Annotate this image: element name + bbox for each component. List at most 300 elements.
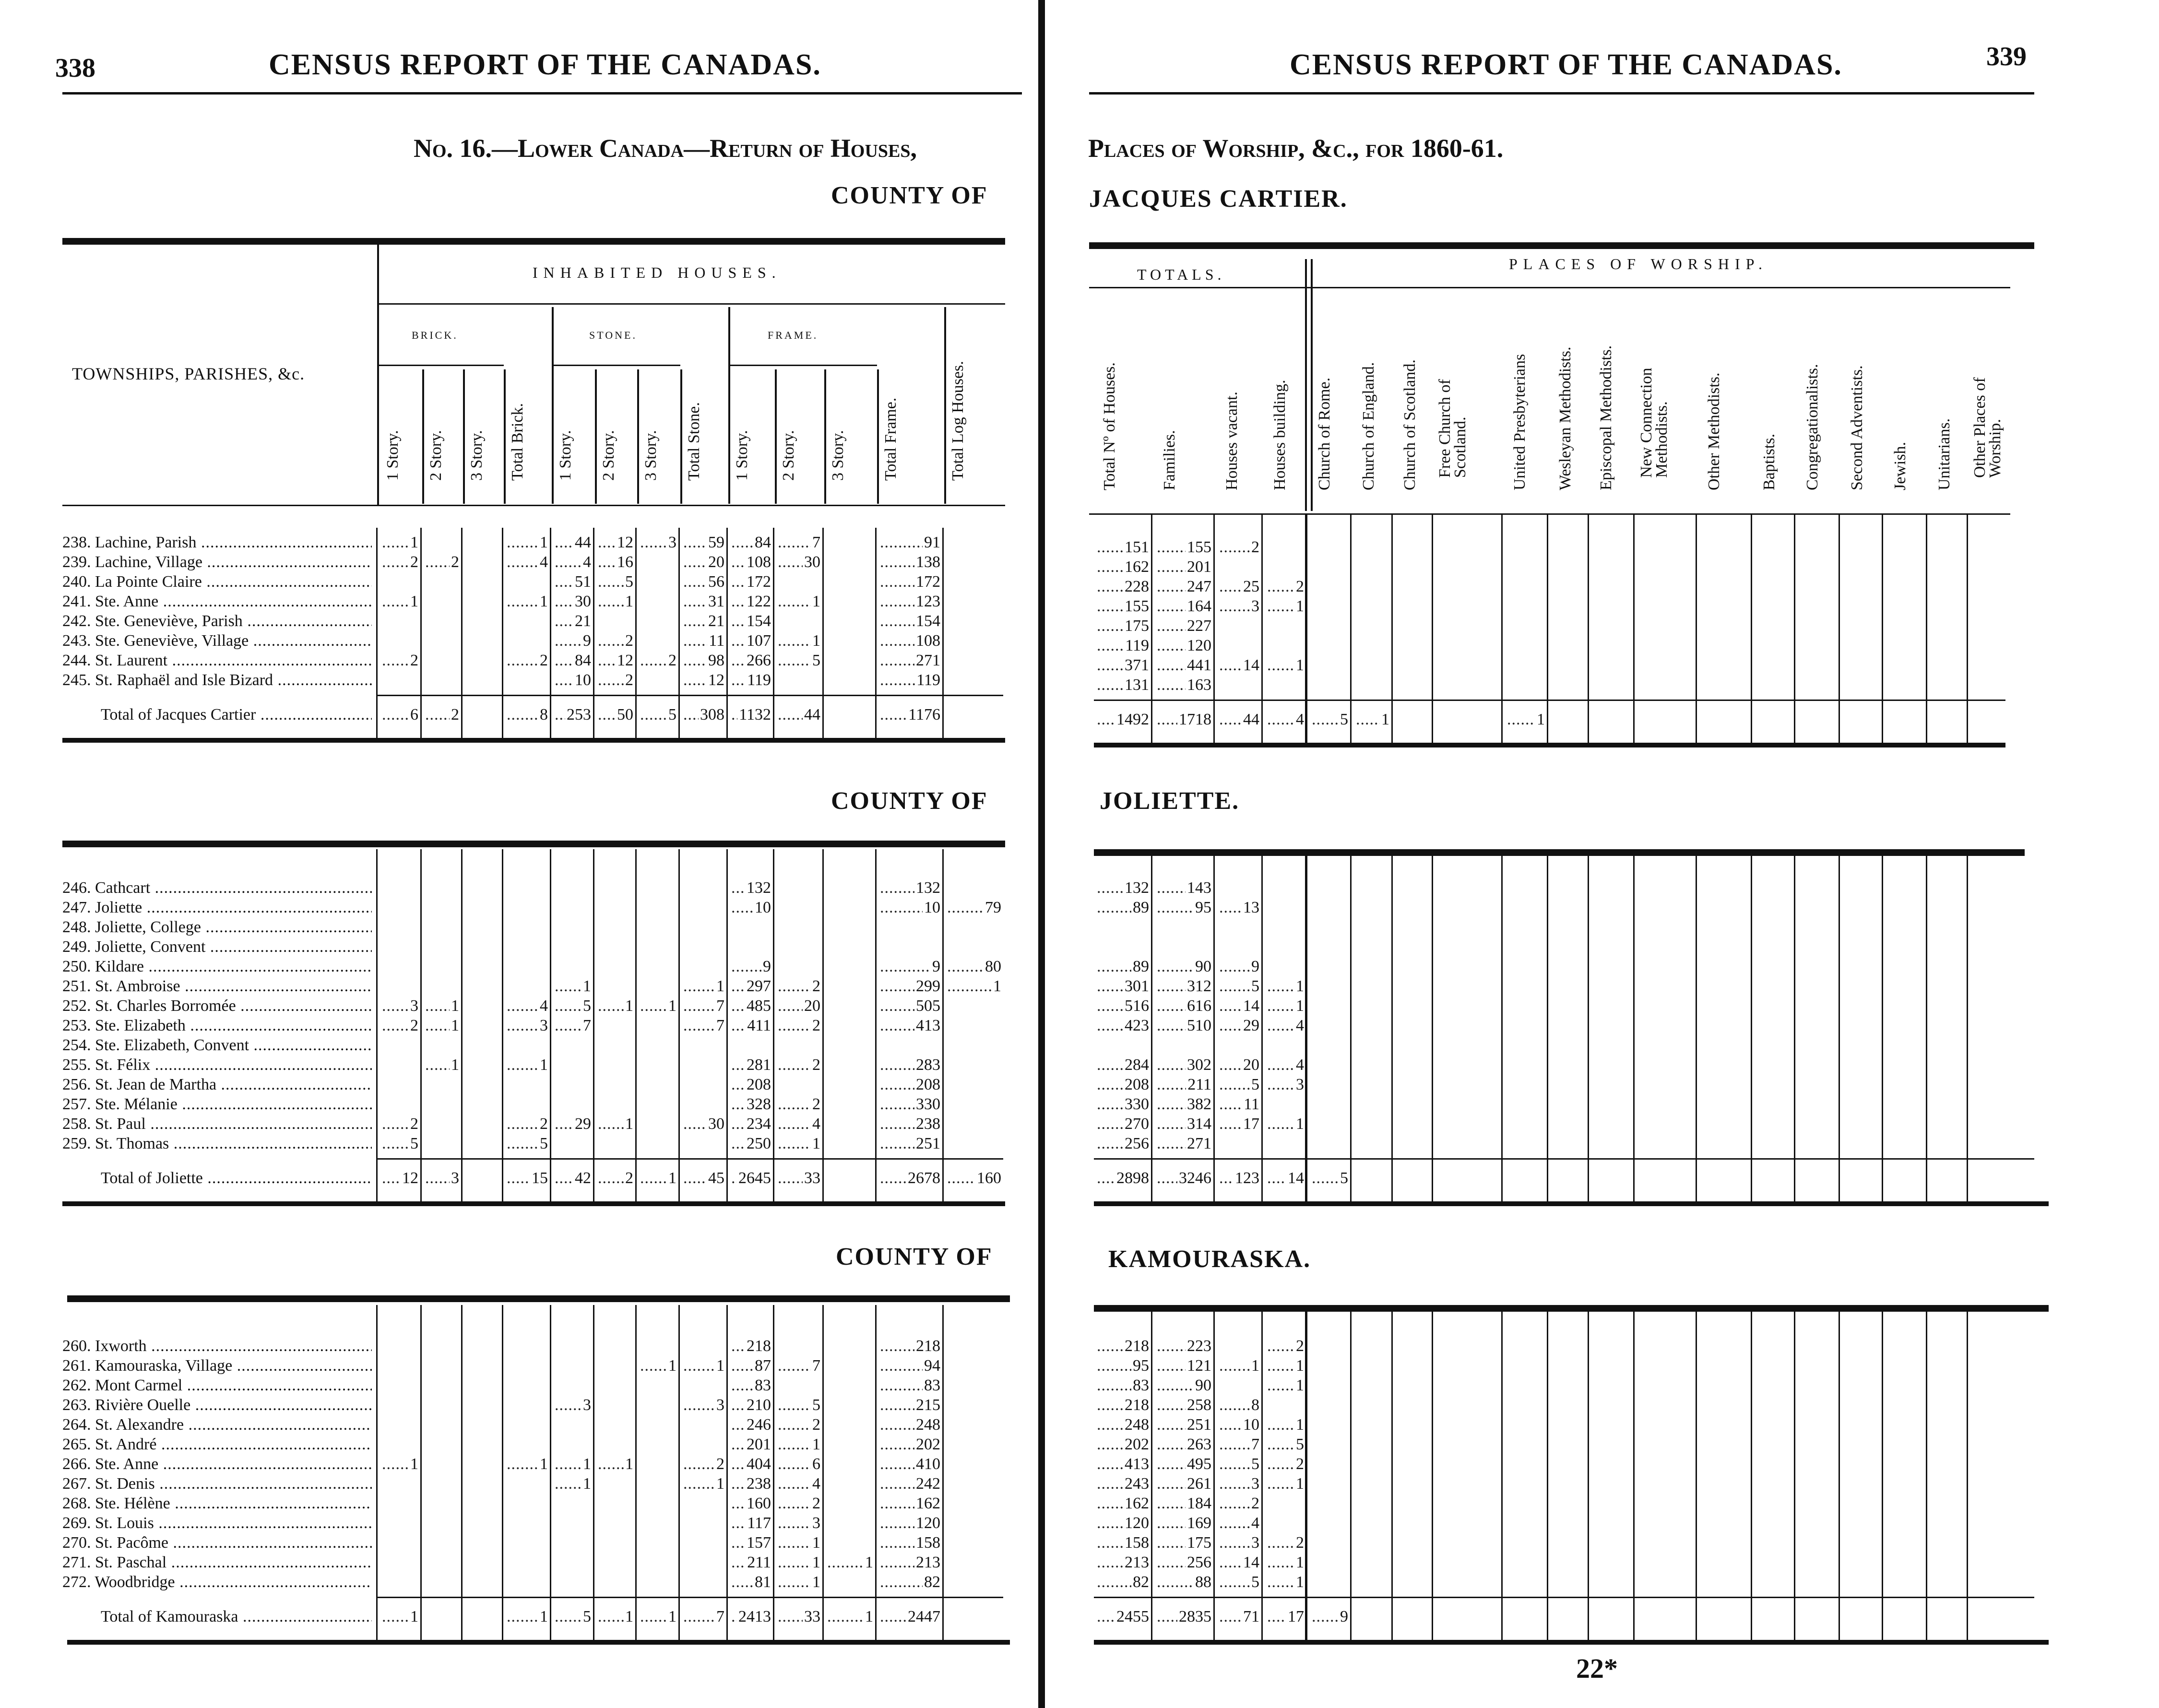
cell: ..... 223 xyxy=(1154,1336,1211,1356)
cell: ..... 1 xyxy=(1504,705,1545,734)
table-row xyxy=(1094,976,2053,996)
column-divider xyxy=(773,1305,774,1640)
table-row xyxy=(62,937,1005,957)
cell: ..... 119 xyxy=(1094,636,1149,655)
cell: ..... 2835 xyxy=(1154,1602,1211,1631)
table-row xyxy=(62,1395,1005,1415)
column-divider xyxy=(461,528,463,738)
column-divider xyxy=(942,849,944,1201)
cell: ..... 3 xyxy=(637,533,676,552)
cell: ..... 3 xyxy=(680,1395,724,1415)
cell: ..... 208 xyxy=(728,1075,771,1094)
cell: ..... 218 xyxy=(728,1336,771,1356)
cell: ..... 13 xyxy=(1216,898,1259,917)
column-divider xyxy=(1547,513,1548,743)
cell: ..... 120 xyxy=(1154,636,1211,655)
column-divider xyxy=(420,528,422,738)
cell: ..... 107 xyxy=(728,631,771,651)
cell: ..... 12 xyxy=(595,533,633,552)
cell: ..... 79 xyxy=(944,898,1001,917)
cell: ..... 5 xyxy=(1264,1435,1304,1454)
table-row xyxy=(1094,1336,2053,1356)
cell: ..... 20 xyxy=(1216,1055,1259,1075)
column-divider xyxy=(550,528,551,738)
cell: ..... 516 xyxy=(1094,996,1149,1016)
cell: ..... 218 xyxy=(1094,1336,1149,1356)
cell: ..... 1 xyxy=(1264,996,1304,1016)
cell: ..... 2447 xyxy=(877,1602,940,1631)
column-divider xyxy=(550,1305,551,1640)
cell: ..... 202 xyxy=(877,1435,940,1454)
cell: ..... 1 xyxy=(379,592,418,611)
column-divider xyxy=(1794,513,1795,743)
table-top-rule xyxy=(62,238,1005,245)
header-divider xyxy=(504,369,506,504)
column-divider xyxy=(502,849,503,1201)
cell: ..... 251 xyxy=(877,1134,940,1153)
table-row xyxy=(1094,557,2053,577)
column-divider xyxy=(502,1305,503,1640)
column-divider xyxy=(593,849,594,1201)
cell: ..... 5 xyxy=(504,1134,548,1153)
column-divider xyxy=(875,528,877,738)
cell: ..... 10 xyxy=(728,898,771,917)
cell: ..... 1 xyxy=(504,1454,548,1474)
cell: ..... 1 xyxy=(422,1016,459,1035)
cell: ..... 10 xyxy=(552,670,591,690)
column-divider xyxy=(822,849,824,1201)
cell: ..... 2 xyxy=(504,1114,548,1134)
county-block xyxy=(62,878,1005,1193)
cell: ..... 84 xyxy=(552,651,591,670)
cell: ..... 371 xyxy=(1094,655,1149,675)
cell: ..... 2645 xyxy=(728,1164,771,1193)
cell: ..... 1 xyxy=(637,1602,676,1631)
table-row xyxy=(62,552,1005,572)
cell: ..... 3 xyxy=(1216,1474,1259,1494)
row-label: 257. Ste. Mélanie ..... xyxy=(62,1094,372,1114)
cell: ..... 2 xyxy=(379,651,418,670)
cell: ..... 5 xyxy=(552,1602,591,1631)
column-divider xyxy=(502,528,503,738)
table-row xyxy=(62,976,1005,996)
column-divider xyxy=(461,849,463,1201)
cell: ..... 2 xyxy=(775,1094,820,1114)
cell: ..... 266 xyxy=(728,651,771,670)
cell: ..... 242 xyxy=(877,1474,940,1494)
cell: ..... 30 xyxy=(552,592,591,611)
row-label: 263. Rivière Ouelle ..... xyxy=(62,1395,372,1415)
table-row xyxy=(1094,1395,2053,1415)
cell: ..... 4 xyxy=(775,1474,820,1494)
table-rule xyxy=(1094,849,2025,856)
cell: ..... 441 xyxy=(1154,655,1211,675)
table-row xyxy=(1094,937,2053,957)
table-row xyxy=(62,651,1005,670)
column-divider xyxy=(1305,849,1306,1201)
table-bottom-rule xyxy=(1094,743,2005,747)
cell: ..... 2 xyxy=(1264,1454,1304,1474)
row-label: 271. St. Paschal ..... xyxy=(62,1553,372,1572)
table-row xyxy=(62,611,1005,631)
cell: ..... 5 xyxy=(1309,1164,1348,1193)
cell: ..... 1132 xyxy=(728,700,771,729)
cell: ..... 253 xyxy=(552,700,591,729)
cell: ..... 281 xyxy=(728,1055,771,1075)
table-row xyxy=(1094,1513,2053,1533)
subgroup-rule xyxy=(728,365,877,366)
cell: ..... 1 xyxy=(595,1114,633,1134)
cell: ..... 301 xyxy=(1094,976,1149,996)
cell: ..... 1 xyxy=(775,1572,820,1592)
cell: ..... 87 xyxy=(728,1356,771,1376)
cell: ..... 90 xyxy=(1154,957,1211,976)
cell: ..... 1 xyxy=(1264,1376,1304,1395)
column-divider xyxy=(1882,849,1883,1201)
cell: ..... 382 xyxy=(1154,1094,1211,1114)
cell: ..... 1 xyxy=(680,1474,724,1494)
cell: ..... 2 xyxy=(595,670,633,690)
table-row xyxy=(1094,1376,2053,1395)
cell: ..... 160 xyxy=(728,1494,771,1513)
table-row xyxy=(62,1553,1005,1572)
cell: ..... 157 xyxy=(728,1533,771,1553)
row-label: 241. Ste. Anne ..... xyxy=(62,592,372,611)
table-row xyxy=(1094,705,2053,734)
cell: ..... 89 xyxy=(1094,898,1149,917)
subgroup-rule xyxy=(552,365,680,366)
cell: ..... 271 xyxy=(877,651,940,670)
row-label: 245. St. Raphaël and Isle Bizard ..... xyxy=(62,670,372,690)
table-row xyxy=(62,592,1005,611)
cell: ..... 88 xyxy=(1154,1572,1211,1592)
worship-header: PLACES OF WORSHIP. xyxy=(1509,255,1768,273)
table-row xyxy=(62,1376,1005,1395)
header-rule xyxy=(1089,242,2034,249)
row-label: Total of Kamouraska ..... xyxy=(101,1602,372,1631)
cell: ..... 1 xyxy=(775,1134,820,1153)
column-divider xyxy=(1588,1305,1589,1640)
cell: ..... 2 xyxy=(1216,1494,1259,1513)
cell: ..... 247 xyxy=(1154,577,1211,596)
header-divider xyxy=(595,369,597,504)
cell: ..... 59 xyxy=(680,533,724,552)
column-divider xyxy=(1213,513,1215,743)
column-divider xyxy=(726,528,728,738)
cell: ..... 2 xyxy=(775,1415,820,1435)
column-divider xyxy=(678,1305,680,1640)
cell: ..... 108 xyxy=(728,552,771,572)
table-row xyxy=(1094,898,2053,917)
cell: ..... 20 xyxy=(775,996,820,1016)
column-divider xyxy=(1547,849,1548,1201)
cell: ..... 10 xyxy=(877,898,940,917)
cell: ..... 123 xyxy=(1216,1164,1259,1193)
table-row xyxy=(1094,1016,2053,1035)
column-divider xyxy=(1501,1305,1503,1640)
cell: ..... 8 xyxy=(1216,1395,1259,1415)
column-divider xyxy=(1926,1305,1927,1640)
header-divider xyxy=(944,307,946,504)
total-rule xyxy=(377,695,1003,696)
cell: ..... 213 xyxy=(877,1553,940,1572)
column-divider xyxy=(1151,849,1152,1201)
column-divider xyxy=(1261,513,1263,743)
group-rule xyxy=(379,303,1005,305)
cell: ..... 258 xyxy=(1154,1395,1211,1415)
cell: ..... 1 xyxy=(1264,1572,1304,1592)
cell: ..... 297 xyxy=(728,976,771,996)
table-row xyxy=(62,572,1005,592)
cell: ..... 162 xyxy=(877,1494,940,1513)
column-divider xyxy=(1633,849,1635,1201)
cell: ..... 1 xyxy=(637,996,676,1016)
cell: ..... 7 xyxy=(775,533,820,552)
row-label: 253. Ste. Elizabeth ..... xyxy=(62,1016,372,1035)
cell: ..... 83 xyxy=(1094,1376,1149,1395)
column-divider xyxy=(1213,849,1215,1201)
cell: ..... 143 xyxy=(1154,878,1211,898)
cell: ..... 11 xyxy=(680,631,724,651)
column-divider xyxy=(461,1305,463,1640)
table-row xyxy=(62,996,1005,1016)
cell: ..... 1 xyxy=(775,592,820,611)
column-divider xyxy=(1432,1305,1433,1640)
cell: ..... 121 xyxy=(1154,1356,1211,1376)
cell: ..... 117 xyxy=(728,1513,771,1533)
column-divider xyxy=(1751,849,1752,1201)
cell: ..... 11 xyxy=(1216,1094,1259,1114)
header-bottom-rule xyxy=(62,505,1005,506)
county-block xyxy=(1094,878,2053,1193)
cell: ..... 218 xyxy=(1094,1395,1149,1415)
row-label: 259. St. Thomas ..... xyxy=(62,1134,372,1153)
column-divider xyxy=(1501,849,1503,1201)
header-divider xyxy=(463,369,465,504)
cell: ..... 2 xyxy=(422,700,459,729)
column-divider xyxy=(550,849,551,1201)
cell: ..... 2 xyxy=(637,651,676,670)
column-divider xyxy=(1391,513,1393,743)
cell: ..... 30 xyxy=(775,552,820,572)
cell: ..... 12 xyxy=(595,651,633,670)
column-divider xyxy=(1261,1305,1263,1640)
column-divider xyxy=(1305,1305,1306,1640)
column-divider xyxy=(822,528,824,738)
table-row xyxy=(1094,1415,2053,1435)
cell: ..... 9 xyxy=(552,631,591,651)
cell: ..... 410 xyxy=(877,1454,940,1474)
table-title: No. 16.—Lower Canada—Return of Houses, xyxy=(414,134,917,163)
table-row xyxy=(62,1533,1005,1553)
column-divider xyxy=(1926,513,1927,743)
cell: ..... 1492 xyxy=(1094,705,1149,734)
column-divider xyxy=(1151,1305,1152,1640)
table-row xyxy=(62,533,1005,552)
table-rule xyxy=(62,841,1005,847)
cell: ..... 4 xyxy=(552,552,591,572)
cell: ..... 1 xyxy=(504,1602,548,1631)
table-row xyxy=(1094,655,2053,675)
table-row xyxy=(1094,917,2053,937)
cell: ..... 6 xyxy=(775,1454,820,1474)
table-row xyxy=(1094,596,2053,616)
header-divider xyxy=(824,369,826,504)
row-label: 240. La Pointe Claire ..... xyxy=(62,572,372,592)
column-divider xyxy=(1839,513,1840,743)
cell: ..... 154 xyxy=(728,611,771,631)
column-divider xyxy=(635,849,637,1201)
cell: ..... 202 xyxy=(1094,1435,1149,1454)
cell: ..... 328 xyxy=(728,1094,771,1114)
row-label: 262. Mont Carmel ..... xyxy=(62,1376,372,1395)
cell: ..... 1 xyxy=(1264,596,1304,616)
cell: ..... 172 xyxy=(728,572,771,592)
cell: ..... 616 xyxy=(1154,996,1211,1016)
cell: ..... 132 xyxy=(728,878,771,898)
county-block xyxy=(62,533,1005,729)
cell: ..... 90 xyxy=(1154,1376,1211,1395)
column-divider xyxy=(1967,513,1968,743)
table-row xyxy=(1094,878,2053,898)
column-divider xyxy=(1391,849,1393,1201)
column-divider xyxy=(1696,513,1697,743)
table-row xyxy=(62,1075,1005,1094)
cell: ..... 1 xyxy=(775,1533,820,1553)
county-label: COUNTY OF xyxy=(831,182,988,209)
cell: ..... 1 xyxy=(1264,1114,1304,1134)
cell: ..... 132 xyxy=(877,878,940,898)
cell: ..... 1 xyxy=(1264,1415,1304,1435)
county-block xyxy=(1094,1336,2053,1631)
table-row xyxy=(62,1494,1005,1513)
cell: ..... 1 xyxy=(379,1602,418,1631)
cell: ..... 81 xyxy=(728,1572,771,1592)
cell: ..... 413 xyxy=(877,1016,940,1035)
cell: ..... 158 xyxy=(877,1533,940,1553)
header-divider xyxy=(637,369,639,504)
cell: ..... 1 xyxy=(775,1553,820,1572)
column-divider xyxy=(1350,849,1352,1201)
row-label: 265. St. André ..... xyxy=(62,1435,372,1454)
cell: ..... 1 xyxy=(1264,976,1304,996)
cell: ..... 4 xyxy=(1216,1513,1259,1533)
column-divider xyxy=(593,1305,594,1640)
cell: ..... 158 xyxy=(1094,1533,1149,1553)
table-row xyxy=(1094,1454,2053,1474)
stub-header: TOWNSHIPS, PARISHES, &c. xyxy=(72,364,305,383)
column-divider xyxy=(1547,1305,1548,1640)
cell: ..... 151 xyxy=(1094,537,1149,557)
signature-mark: 22* xyxy=(1576,1653,1618,1684)
cell: ..... 9 xyxy=(877,957,940,976)
row-label: 268. Ste. Hélène ..... xyxy=(62,1494,372,1513)
totals-header: TOTALS. xyxy=(1137,266,1225,283)
cell: ..... 44 xyxy=(775,700,820,729)
row-label: 239. Lachine, Village ..... xyxy=(62,552,372,572)
column-divider xyxy=(1588,513,1589,743)
cell: ..... 120 xyxy=(877,1513,940,1533)
cell: ..... 44 xyxy=(1216,705,1259,734)
cell: ..... 12 xyxy=(680,670,724,690)
column-divider xyxy=(1305,513,1306,743)
cell: ..... 314 xyxy=(1154,1114,1211,1134)
cell: ..... 210 xyxy=(728,1395,771,1415)
cell: ..... 162 xyxy=(1094,1494,1149,1513)
table-row xyxy=(1094,1494,2053,1513)
cell: ..... 3 xyxy=(552,1395,591,1415)
cell: ..... 14 xyxy=(1216,655,1259,675)
cell: ..... 89 xyxy=(1094,957,1149,976)
table-row xyxy=(1094,1435,2053,1454)
table-row xyxy=(1094,537,2053,557)
cell: ..... 271 xyxy=(1154,1134,1211,1153)
cell: ..... 5 xyxy=(1216,1075,1259,1094)
cell: ..... 302 xyxy=(1154,1055,1211,1075)
column-divider xyxy=(1967,1305,1968,1640)
table-row xyxy=(1094,957,2053,976)
row-label: Total of Joliette ..... xyxy=(101,1164,372,1193)
cell: ..... 330 xyxy=(877,1094,940,1114)
cell: ..... 3 xyxy=(775,1513,820,1533)
cell: ..... 263 xyxy=(1154,1435,1211,1454)
page-gutter xyxy=(1038,0,1045,1708)
table-row xyxy=(62,1513,1005,1533)
table-row xyxy=(1094,1055,2053,1075)
cell: ..... 1 xyxy=(422,1055,459,1075)
cell: ..... 71 xyxy=(1216,1602,1259,1631)
cell: ..... 1 xyxy=(1264,655,1304,675)
cell: ..... 131 xyxy=(1094,675,1149,695)
cell: ..... 175 xyxy=(1154,1533,1211,1553)
cell: ..... 2413 xyxy=(728,1602,771,1631)
table-row xyxy=(1094,577,2053,596)
cell: ..... 2 xyxy=(595,1164,633,1193)
cell: ..... 2 xyxy=(775,1494,820,1513)
cell: ..... 284 xyxy=(1094,1055,1149,1075)
cell: ..... 163 xyxy=(1154,675,1211,695)
column-divider xyxy=(635,528,637,738)
row-label: 248. Joliette, College ..... xyxy=(62,917,372,937)
row-label: 242. Ste. Geneviève, Parish ..... xyxy=(62,611,372,631)
cell: ..... 1 xyxy=(504,1055,548,1075)
cell: ..... 30 xyxy=(680,1114,724,1134)
cell: ..... 10 xyxy=(1216,1415,1259,1435)
table-title: Places of Worship, &c., for 1860-61. xyxy=(1088,134,1504,163)
cell: ..... 162 xyxy=(1094,557,1149,577)
cell: ..... 2 xyxy=(504,651,548,670)
cell: ..... 1 xyxy=(595,996,633,1016)
cell: ..... 2455 xyxy=(1094,1602,1149,1631)
cell: ..... 485 xyxy=(728,996,771,1016)
cell: ..... 283 xyxy=(877,1055,940,1075)
table-row xyxy=(62,878,1005,898)
cell: ..... 413 xyxy=(1094,1454,1149,1474)
cell: ..... 2 xyxy=(595,631,633,651)
cell: ..... 201 xyxy=(1154,557,1211,577)
cell: ..... 5 xyxy=(1216,1572,1259,1592)
cell: ..... 83 xyxy=(728,1376,771,1395)
cell: ..... 17 xyxy=(1264,1602,1304,1631)
cell: ..... 1 xyxy=(595,1602,633,1631)
cell: ..... 1 xyxy=(552,1474,591,1494)
table-rule xyxy=(1094,1305,2049,1312)
cell: ..... 5 xyxy=(1216,1454,1259,1474)
column-divider xyxy=(726,849,728,1201)
cell: ..... 3 xyxy=(422,1164,459,1193)
right-page: CENSUS REPORT OF THE CANADAS. 339 Places of Worship, &c., for 1860-61. TOTALS. PLACES OF WORSHIP. Total Nº of Houses. Families. Houses vacant. Houses building. Church of Rome. Church of England. Church of Scotland. Free Church of Scotland. United Presbyterians Wesleyan Methodists. Episcopal Methodists. New Connection Methodists. Other Methodists. Baptists. Congregationalists. Second Adventists. Jewish. Unitarians. Other Places of Worship. ..... 151 ..... 155 ..... 2 ..... 162 ..... 201 ..... 228 ..... 247 ..... 25 ..... 2 ..... 155 ..... 164 ..... 3 ..... 1 ..... 175 ..... 227 ..... 119 ..... 120 ..... 371 ..... 441 ..... 14 ..... 1 ..... 131 ..... 163 ..... 1492 ..... 1718 ..... 44 ..... 4 ..... 5 ..... 1 ..... 1 ..... 132 ..... 143 ..... 89 ..... 95 ..... 13 ..... 89 ..... 90 ..... 9 ..... 301 ..... 312 ..... 5 ..... 1 ..... 516 ..... 616 ..... 14 ..... 1 ..... 423 ..... 510 ..... 29 ..... 4 ..... 284 ..... 302 ..... 20 ..... 4 ..... 208 ..... 211 ..... 5 ..... 3 ..... 330 ..... 382 ..... 11 ..... 270 ..... 314 ..... 17 ..... 1 ..... 256 ..... 271 ..... 2898 ..... 3246 ..... 123 ..... 14 ..... 5 ..... 218 ..... 223 ..... 2 ..... 95 ..... 121 ..... 1 ..... 1 ..... 83 ..... 90 ..... 1 ..... 218 ..... 258 ..... 8 ..... 248 ..... 251 ..... 10 ..... 1 ..... 202 ..... 263 ..... 7 ..... 5 ..... 413 ..... 495 ..... 5 ..... 2 ..... 243 ..... 261 ..... 3 ..... 1 ..... 162 ..... 184 ..... 2 ..... 120 ..... 169 ..... 4 ..... 158 ..... 175 ..... 3 ..... 2 ..... 213 ..... 256 ..... 14 ..... 1 ..... 82 ..... 88 ..... 5 ..... 1 ..... 2455 ..... 2835 ..... 71 ..... 17 ..... 9 22* JACQUES CARTIER. JOLIETTE. KAMOURASKA. xyxy=(1056,0,2159,1708)
table-row xyxy=(62,957,1005,976)
